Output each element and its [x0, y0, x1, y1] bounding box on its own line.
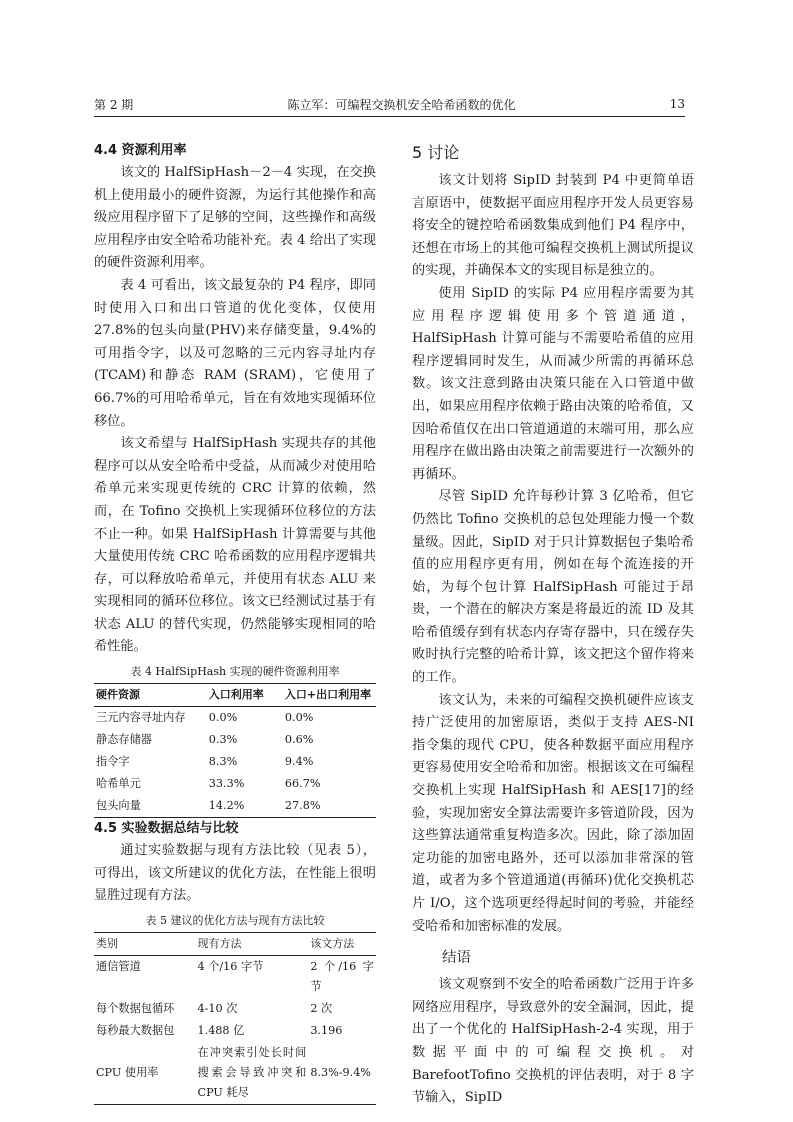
table-cell: 33.3% — [208, 777, 245, 791]
table-cell: 4 个/16 字节 — [197, 959, 264, 973]
table-row — [94, 773, 376, 795]
conclusion-heading: 结语 — [442, 950, 471, 967]
table-cell: 0.0% — [284, 711, 314, 725]
paper-title: 陈立军：可编程交换机安全哈希函数的优化 — [287, 97, 516, 112]
table-cell: 每秒最大数据包 — [96, 1023, 175, 1037]
table-row — [94, 795, 376, 818]
table-4 — [94, 683, 376, 818]
table-cell: 每个数据包循环 — [96, 1001, 175, 1015]
table-cell: 9.4% — [284, 755, 314, 769]
table-row — [94, 729, 376, 751]
table-row — [94, 955, 376, 998]
section-4-4-heading: 4.4 资源利用率 — [94, 143, 187, 158]
table-cell: 8.3%-9.4% — [310, 1065, 371, 1079]
column-header: 入口+出口利用率 — [284, 688, 372, 702]
table-cell: 14.2% — [208, 799, 245, 813]
right-column — [412, 140, 694, 1110]
column-header: 硬件资源 — [96, 688, 140, 702]
table-row — [94, 1042, 376, 1105]
table-cell: 4-10 次 — [197, 1001, 238, 1015]
column-header: 现有方法 — [197, 936, 242, 950]
paragraph: 该文认为，未来的可编程交换机硬件应该支持广泛使用的加密原语，类似于支持 AES-NI 指令集的现代 CPU，使各种数据平面应用程序更容易使用安全哈希和加密。根据该文在可编程交换机上实现 HalfSipHash 和 AES[17]的经验，实现加密安全算法需要许多管道阶段，因为这些算法通常重复构造多次。因此，除了添加固定功能的加密电路外，还可以添加非常深的管道，或者为多个管道通道(再循环)优化交换机芯片 I/O，这个选项更经得起时间的考验，并能经受哈希和加密标准的发展。 — [412, 692, 694, 934]
table-row — [94, 751, 376, 773]
table-row — [94, 1020, 376, 1042]
table-cell: 0.0% — [208, 711, 238, 725]
paragraph: 该文观察到不安全的哈希函数广泛用于许多网络应用程序，导致意外的安全漏洞，因此，提出了一个优化的 HalfSipHash-2-4 实现，用于数据平面中的可编程交换机。对 BarefootTofino 交换机的评估表明，对于 8 字节输入，SipID — [412, 977, 694, 1106]
table-cell: CPU 使用率 — [96, 1065, 159, 1079]
section-5-heading: 5 讨论 — [412, 143, 460, 162]
table-row — [94, 707, 376, 730]
table-cell: 27.8% — [284, 799, 321, 813]
table-5-caption: 表 5 建议的优化方法与现有方法比较 — [145, 913, 325, 927]
header-rule — [94, 116, 685, 117]
table-cell: 1.488 亿 — [197, 1023, 245, 1037]
table-cell: 指令字 — [96, 755, 130, 769]
table-5 — [94, 932, 376, 1105]
paragraph: 该文计划将 SipID 封装到 P4 中更简单语言原语中，使数据平面应用程序开发人员更容易将安全的键控哈希函数集成到他们 P4 程序中，还想在市场上的其他可编程交换机上测试所提议的实现，并确保本文的实现目标是独立的。 — [412, 173, 694, 279]
left-column — [94, 140, 376, 1105]
paragraph: 使用 SipID 的实际 P4 应用程序需要为其应用程序逻辑使用多个管道通道，HalfSipHash 计算可能与不需要哈希值的应用程序逻辑同时发生，从而减少所需的再循环总数。该文注意到路由决策只能在入口管道中做出，如果应用程序依赖于路由决策的哈希值，又因哈希值仅在出口管道通道的末端可用，那么应用程序在做出路由决策之前需要进行一次额外的再循环。 — [412, 285, 694, 482]
table-cell: 3.196 — [310, 1023, 343, 1037]
table-cell: 2 次 — [310, 1001, 333, 1015]
paragraph: 该文的 HalfSipHash－2－4 实现，在交换机上使用最小的硬件资源，为运行其他操作和高级应用程序留下了足够的空间，这些操作和高级应用程序由安全哈希功能补充。表 4 给出了实现的硬件资源利用率。 — [94, 165, 376, 271]
table-header-row — [94, 932, 376, 955]
table-cell: 三元内容寻址内存 — [96, 711, 186, 725]
paragraph: 表 4 可看出，该文最复杂的 P4 程序，即同时使用入口和出口管道的优化变体，仅使用 27.8%的包头向量(PHV)来存储变量，9.4%的可用指令字，以及可忽略的三元内容寻址内存(TCAM)和静态 RAM (SRAM)，它使用了 66.7%的可用哈希单元，旨在有效地实现循环位移位。 — [94, 277, 376, 429]
table-cell: 0.3% — [208, 733, 238, 747]
paragraph: 尽管 SipID 允许每秒计算 3 亿哈希，但它仍然比 Tofino 交换机的总包处理能力慢一个数量级。因此，SipID 对于只计算数据包子集哈希值的应用程序更有用，例如在每个流连接的开始，为每个包计算 HalfSipHash 可能过于昂贵，一个潜在的解决方案是将最近的流 ID 及其哈希值缓存到有状态内存寄存器中，只在缓存失败时执行完整的哈希计算，该文把这个留作将来的工作。 — [412, 489, 694, 686]
table-cell: 8.3% — [208, 755, 238, 769]
table-row — [94, 998, 376, 1020]
paragraph: 通过实验数据与现有方法比较（见表 5），可得出，该文所建议的优化方法，在性能上很明显胜过现有方法。 — [94, 843, 376, 904]
table-cell: 哈希单元 — [96, 777, 141, 791]
issue-number: 第 2 期 — [94, 97, 134, 112]
column-header: 该文方法 — [310, 936, 355, 950]
table-cell: 通信管道 — [96, 959, 141, 973]
table-cell: 66.7% — [284, 777, 321, 791]
paragraph: 该文希望与 HalfSipHash 实现共存的其他程序可以从安全哈希中受益，从而减少对使用哈希单元来实现更传统的 CRC 计算的依赖，然而，在 Tofino 交换机上实现循环位移位的方法不止一种。如果 HalfSipHash 计算需要与其他大量使用传统 CRC 哈希函数的应用程序逻辑共存，可以释放哈希单元，并使用有状态 ALU 来实现相同的循环位移位。该文已经测试过基于有状态 ALU 的替代实现，仍然能够实现相同的哈希性能。 — [94, 436, 376, 655]
column-header: 类别 — [96, 936, 118, 950]
table-cell: 静态存储器 — [96, 733, 152, 747]
page-number: 13 — [669, 97, 685, 111]
table-cell: 包头向量 — [96, 799, 141, 813]
table-4-caption: 表 4 HalfSipHash 实现的硬件资源利用率 — [130, 665, 340, 679]
table-cell: 0.6% — [284, 733, 314, 747]
running-header — [94, 94, 685, 114]
section-4-5-heading: 4.5 实验数据总结与比较 — [94, 821, 239, 837]
table-cell: 在冲突索引处长时间搜索会导致冲突和 CPU 耗尽 — [197, 1045, 307, 1099]
table-cell: 2 个/16 字节 — [310, 959, 374, 993]
table-header-row — [94, 684, 376, 707]
column-header: 入口利用率 — [208, 688, 264, 702]
